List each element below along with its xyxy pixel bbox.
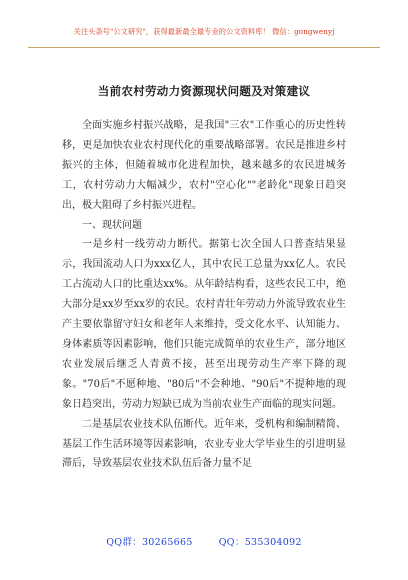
document-title: 当前农村劳动力资源现状问题及对策建议	[97, 84, 311, 98]
footer-contact	[30, 534, 378, 548]
section-heading-status: 一、现状问题	[82, 219, 142, 231]
header-banner: 关注头条号"公文研究"，获得最新最全最专业的公文资料库！ 微信：gongwenyj	[73, 27, 335, 36]
body-paragraph-intro: 全面实施乡村振兴战略，是我国"三农"工作重心的历史性转移，更是加快农业农村现代化的重要战略部署。农民是推进乡村振兴的主体，但随着城市化进程加快，越来越多的农民进城务工，农村劳动力大幅减少，农村"空心化""老龄化"现象日趋突出，极大阻碍了乡村振兴进程。	[62, 120, 346, 211]
body-paragraph-tech-team: 二是基层农业技术队伍断代。近年来，受机构和编制精简、基层工作生活环境等因素影响，农业专业大学毕业生的引进明显滞后，导致基层农业技术队伍后备力量不足	[62, 418, 346, 470]
footer-qq-number: QQ：535304092	[218, 537, 302, 548]
body-paragraph-labor: 一是乡村一线劳动力断代。据第七次全国人口普查结果显示，我国流动人口为xxx亿人，其中农民工总量为xx亿人。农民工占流动人口的比重达xx%。从年龄结构看，这些农民工中，绝大部分是xx岁至xx岁的农民。农村青壮年劳动力外流导致农业生产主要依靠留守妇女和老年人来维持，受文化水平、认知能力、身体素质等因素影响，他们只能完成简单的农业生产，部分地区农业发展后继乏人青黄不接，甚至出现劳动生产率下降的现象。"70后"不愿种地、"80后"不会种地、"90后"不提种地的现象日趋突出，劳动力短缺已成为当前农业生产面临的现实问题。	[62, 239, 346, 410]
header-divider	[28, 47, 380, 48]
footer-qq-group: QQ群：30265665	[106, 537, 193, 548]
document-body	[62, 116, 346, 474]
